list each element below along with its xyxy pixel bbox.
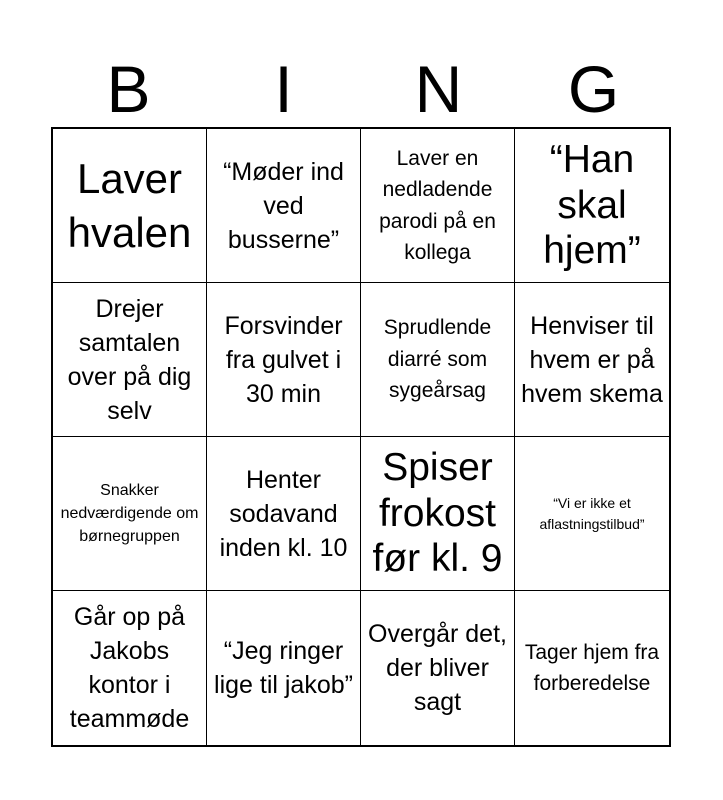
- bingo-cell[interactable]: “Jeg ringer lige til jakob”: [207, 591, 361, 745]
- bingo-cell[interactable]: “Møder ind ved busserne”: [207, 129, 361, 283]
- bingo-cell[interactable]: Går op på Jakobs kontor i teammøde: [53, 591, 207, 745]
- header-letter-i: I: [274, 52, 293, 126]
- bingo-cell[interactable]: Spiser frokost før kl. 9: [361, 437, 515, 591]
- bingo-cell[interactable]: Overgår det, der bliver sagt: [361, 591, 515, 745]
- bingo-cell[interactable]: Henviser til hvem er på hvem skema: [515, 283, 669, 437]
- header-letter-n: N: [414, 52, 463, 126]
- bingo-cell[interactable]: “Han skal hjem”: [515, 129, 669, 283]
- bingo-cell[interactable]: Tager hjem fra forberedelse: [524, 640, 660, 695]
- bingo-grid: [51, 127, 671, 747]
- bingo-cell[interactable]: Drejer samtalen over på dig selv: [53, 283, 207, 437]
- header-letter-b: B: [106, 52, 151, 126]
- bingo-cell[interactable]: Laver hvalen: [53, 129, 207, 283]
- bingo-cell[interactable]: Henter sodavand inden kl. 10: [207, 437, 361, 591]
- bingo-cell[interactable]: Laver en nedladende parodi på en kollega: [361, 129, 515, 283]
- bingo-cell[interactable]: Snakker nedværdigende om børnegruppen: [53, 437, 207, 591]
- header-letter-g: G: [567, 52, 620, 126]
- bingo-cell[interactable]: Forsvinder fra gulvet i 30 min: [207, 283, 361, 437]
- bingo-header: [51, 52, 671, 126]
- bingo-cell[interactable]: Sprudlende diarré som sygeårsag: [361, 283, 515, 437]
- bingo-cell[interactable]: “Vi er ikke et aflastningstilbud”: [515, 437, 669, 591]
